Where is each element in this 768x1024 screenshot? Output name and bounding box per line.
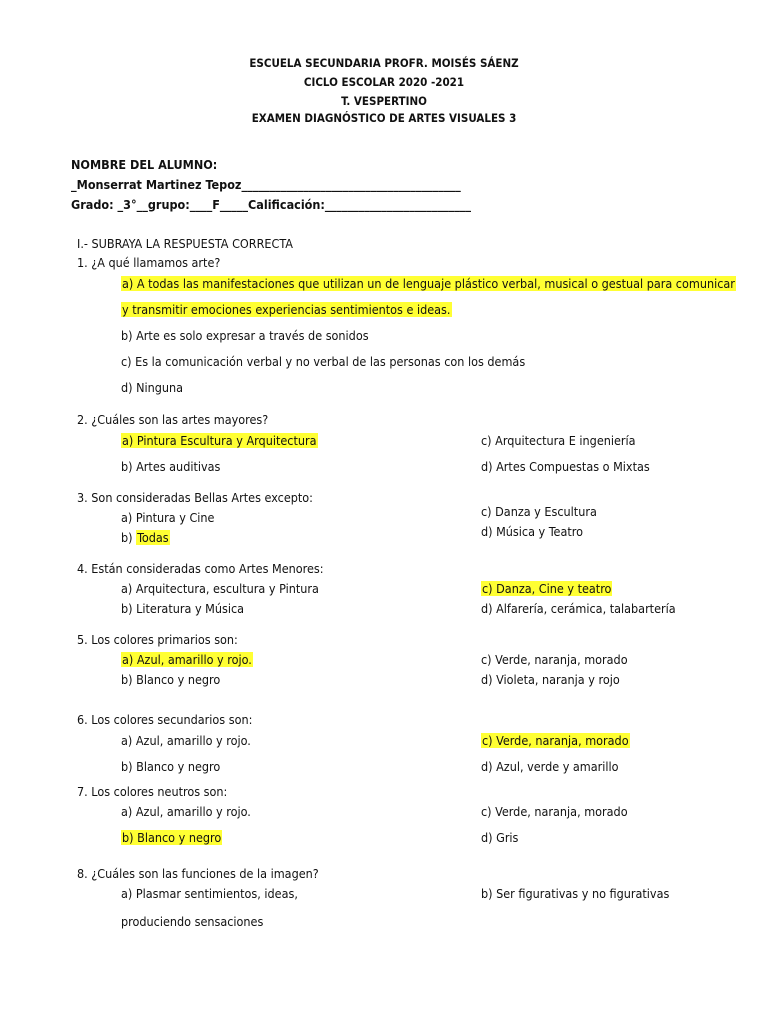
q5-option-b: b) Blanco y negro: [121, 672, 221, 687]
q8-question: 8. ¿Cuáles son las funciones de la imagen?: [77, 866, 319, 881]
q1-option-a-highlight: a) A todas las manifestaciones que utilizan un de lenguaje plástico verbal, musical o gestual para comunicar: [122, 276, 735, 291]
q5-question: 5. Los colores primarios son:: [77, 632, 238, 647]
q3-option-d: d) Música y Teatro: [481, 524, 583, 539]
q1-option-a-line2: [121, 302, 452, 318]
student-name-line: _Monserrat Martinez Tepoz_______________________________________: [71, 177, 461, 192]
school-cycle: CICLO ESCOLAR 2020 -2021: [303, 75, 465, 89]
q7-option-b: [121, 830, 222, 846]
q8-option-b: b) Ser figurativas y no figurativas: [481, 886, 670, 901]
q5-option-d: d) Violeta, naranja y rojo: [481, 672, 620, 687]
q4-option-a: a) Arquitectura, escultura y Pintura: [121, 581, 319, 596]
q1-option-c: c) Es la comunicación verbal y no verbal de las personas con los demás: [121, 354, 526, 369]
q6-option-b: b) Blanco y negro: [121, 759, 221, 774]
q4-question: 4. Están consideradas como Artes Menores:: [77, 561, 324, 576]
q4-option-d: d) Alfarería, cerámica, talabartería: [481, 601, 676, 616]
q6-option-a: a) Azul, amarillo y rojo.: [121, 733, 251, 748]
school-shift: T. VESPERTINO: [341, 94, 427, 108]
q2-option-c: c) Arquitectura E ingeniería: [481, 433, 636, 448]
q3-option-b-highlight: Todas: [137, 530, 169, 545]
q1-option-d: d) Ninguna: [121, 380, 184, 395]
q2-option-a: [121, 433, 318, 449]
school-name: ESCUELA SECUNDARIA PROFR. MOISÉS SÁENZ: [249, 56, 519, 70]
q3-option-c: c) Danza y Escultura: [481, 504, 597, 519]
q1-option-a-line1: [121, 276, 736, 292]
q6-option-c-highlight: c) Verde, naranja, morado: [482, 733, 629, 748]
section-title: I.- SUBRAYA LA RESPUESTA CORRECTA: [77, 236, 293, 251]
q2-option-b: b) Artes auditivas: [121, 459, 221, 474]
exam-title: EXAMEN DIAGNÓSTICO DE ARTES VISUALES 3: [251, 111, 517, 125]
q7-option-a: a) Azul, amarillo y rojo.: [121, 804, 251, 819]
student-grade-line: Grado: _3°__grupo:____F_____Calificación:__________________________: [71, 197, 472, 212]
q6-option-d: d) Azul, verde y amarillo: [481, 759, 619, 774]
q7-question: 7. Los colores neutros son:: [77, 784, 228, 799]
q1-option-a-highlight-2: y transmitir emociones experiencias sentimientos e ideas.: [122, 302, 451, 317]
q4-option-b: b) Literatura y Música: [121, 601, 245, 616]
q7-option-b-highlight: b) Blanco y negro: [122, 830, 222, 845]
q3-question: 3. Son consideradas Bellas Artes excepto:: [77, 490, 313, 505]
q5-option-a-highlight: a) Azul, amarillo y rojo.: [122, 652, 252, 667]
q3-option-b: [121, 530, 170, 546]
student-name-label: NOMBRE DEL ALUMNO:: [71, 157, 218, 172]
q5-option-a: [121, 652, 253, 668]
q3-option-b-prefix: b): [121, 530, 137, 545]
q1-option-b: b) Arte es solo expresar a través de sonidos: [121, 328, 369, 343]
q4-option-c: [481, 581, 612, 597]
q3-option-a: a) Pintura y Cine: [121, 510, 215, 525]
q1-question: 1. ¿A qué llamamos arte?: [77, 255, 221, 270]
q4-option-c-highlight: c) Danza, Cine y teatro: [482, 581, 612, 596]
q2-option-d: d) Artes Compuestas o Mixtas: [481, 459, 650, 474]
q8-option-a-line2: produciendo sensaciones: [121, 914, 264, 929]
q2-question: 2. ¿Cuáles son las artes mayores?: [77, 412, 269, 427]
q7-option-c: c) Verde, naranja, morado: [481, 804, 628, 819]
q6-option-c: [481, 733, 630, 749]
q6-question: 6. Los colores secundarios son:: [77, 712, 253, 727]
q2-option-a-highlight: a) Pintura Escultura y Arquitectura: [122, 433, 317, 448]
q7-option-d: d) Gris: [481, 830, 519, 845]
q5-option-c: c) Verde, naranja, morado: [481, 652, 628, 667]
q8-option-a-line1: a) Plasmar sentimientos, ideas,: [121, 886, 298, 901]
